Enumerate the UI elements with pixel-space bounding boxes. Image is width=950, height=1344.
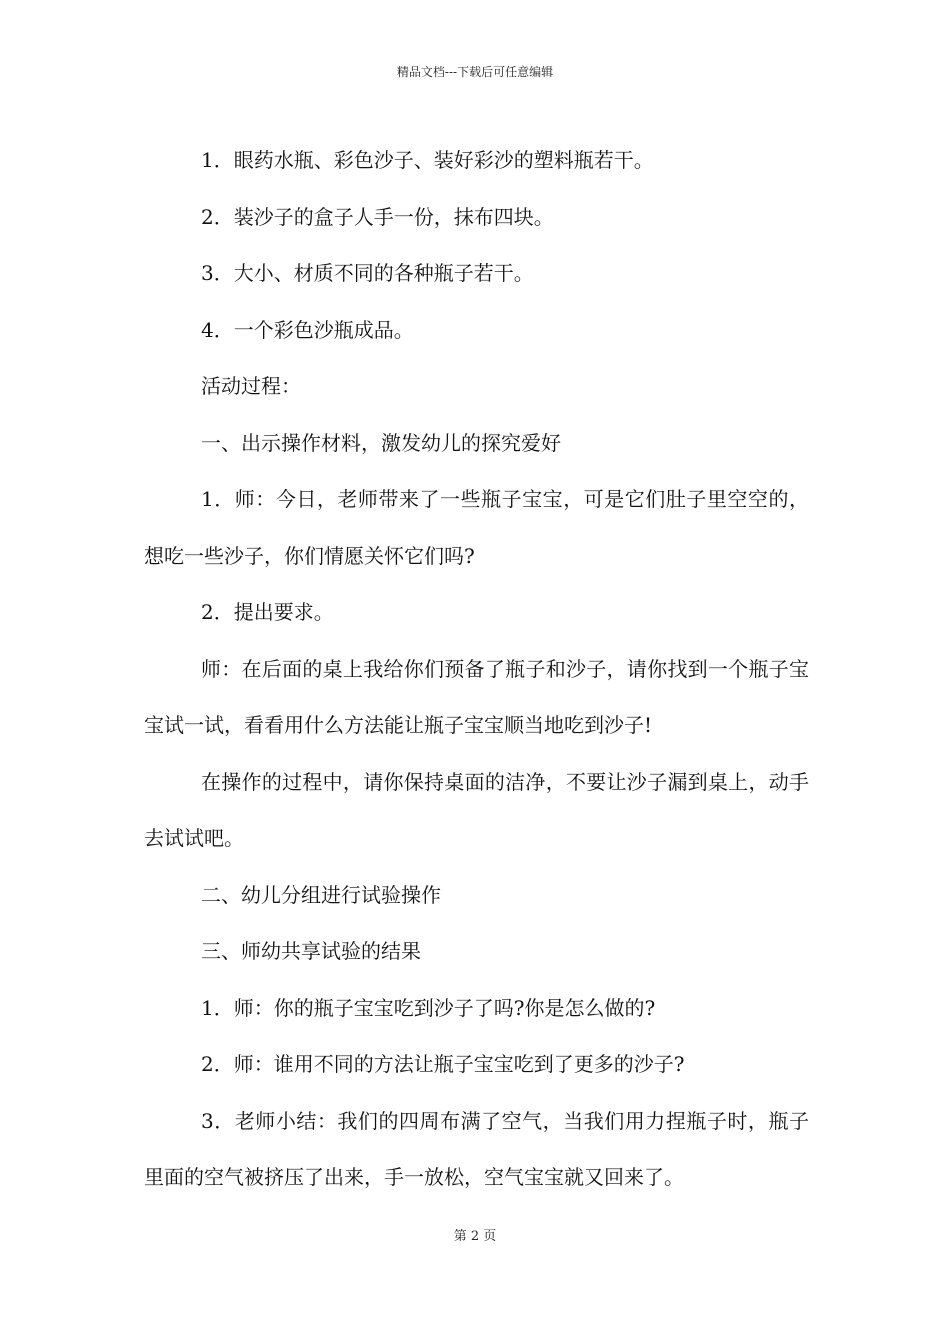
page-header: 精品文档---下载后可任意编辑 [396,65,554,79]
paragraph-keep-clean: 在操作的过程中，请你保持桌面的洁净，不要让沙子漏到桌上，动手去试试吧。 [144,769,809,850]
paragraph-requirements: 2．提出要求。 [201,600,334,624]
question-2: 2．师：谁用不同的方法让瓶子宝宝吃到了更多的沙子? [201,1052,685,1076]
step-heading-1: 一、出示操作材料，激发幼儿的探究爱好 [201,430,561,455]
material-item-3: 3．大小、材质不同的各种瓶子若干。 [201,261,534,285]
document-body [144,132,809,1206]
paragraph-teacher-intro: 1．师：今日，老师带来了一些瓶子宝宝，可是它们肚子里空空的，想吃一些沙子，你们情愿关怀它们吗? [144,487,809,568]
question-1: 1．师：你的瓶子宝宝吃到沙子了吗?你是怎么做的? [201,995,656,1020]
material-item-1: 1．眼药水瓶、彩色沙子、装好彩沙的塑料瓶若干。 [201,148,654,172]
teacher-summary: 3．老师小结：我们的四周布满了空气，当我们用力捏瓶子时，瓶子里面的空气被挤压了出来，手一放松，空气宝宝就又回来了。 [144,1108,809,1189]
paragraph-teacher-instructions: 师：在后面的桌上我给你们预备了瓶子和沙子，请你找到一个瓶子宝宝试一试，看看用什么方法能让瓶子宝宝顺当地吃到沙子! [144,656,809,737]
section-heading-process: 活动过程： [201,374,301,398]
material-item-2: 2．装沙子的盒子人手一份，抹布四块。 [201,204,554,229]
material-item-4: 4．一个彩色沙瓶成品。 [201,317,414,342]
step-heading-3: 三、师幼共享试验的结果 [201,939,421,963]
page-number: 第 2 页 [453,1229,497,1244]
step-heading-2: 二、幼儿分组进行试验操作 [201,882,441,907]
